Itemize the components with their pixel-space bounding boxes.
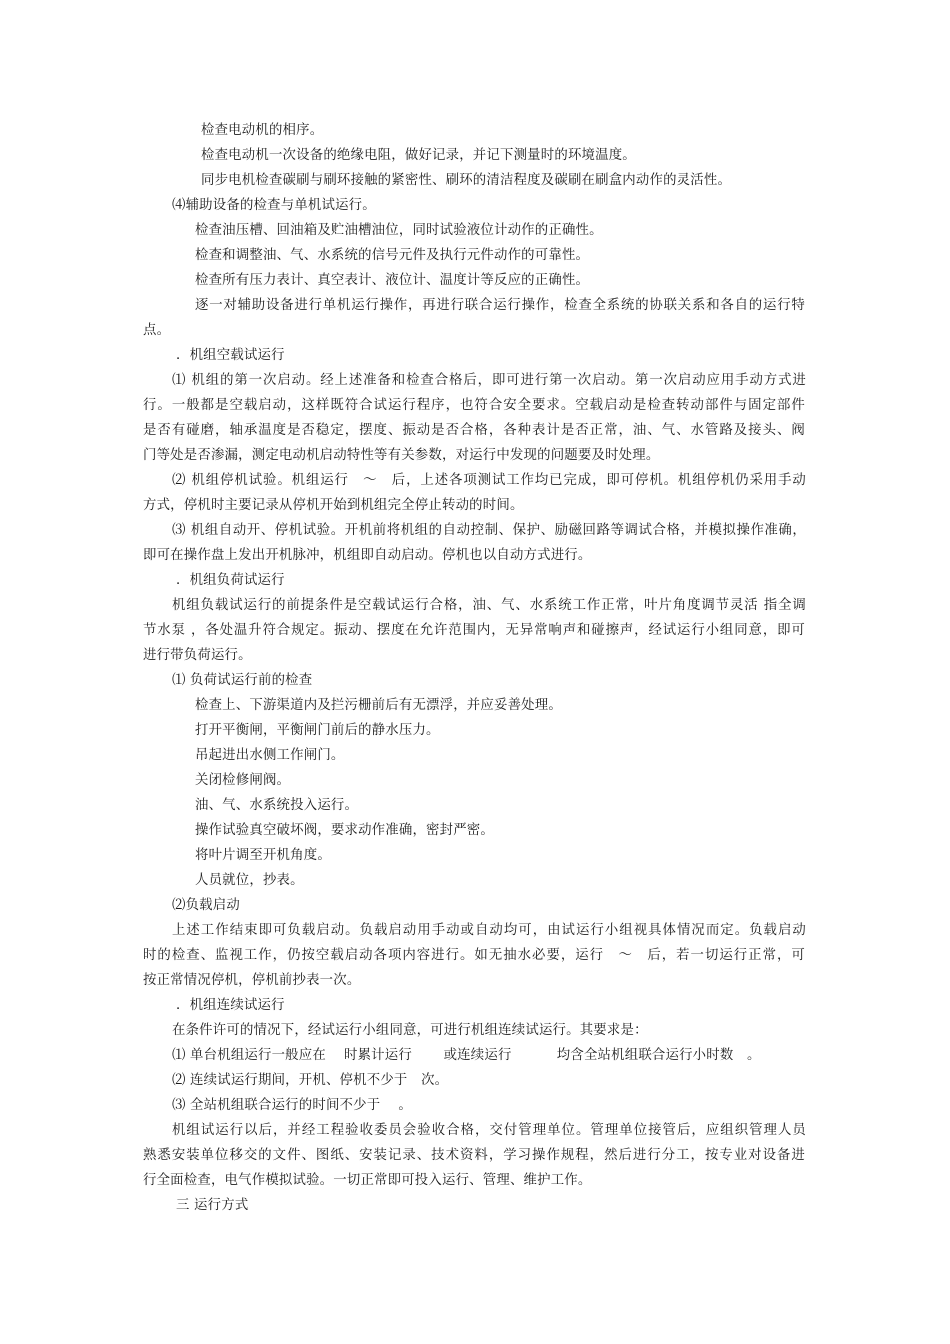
text-line: 人员就位，抄表。 — [195, 873, 304, 888]
text-line: ⑵ 连续试运行期间，开机、停机不少于 次。 — [172, 1073, 449, 1088]
text-line: 是否有碰磨，轴承温度是否稳定，摆度、振动是否合格，各种表计是否正常，油、气、水管路及接头、阀 — [143, 423, 805, 438]
text-line: 即可在操作盘上发出开机脉冲，机组即自动启动。停机也以自动方式进行。 — [143, 548, 592, 563]
text-line: 逐一对辅助设备进行单机运行操作，再进行联合运行操作，检查全系统的协联关系和各自的运行特 — [195, 298, 805, 313]
text-line: 操作试验真空破坏阀，要求动作准确，密封严密。 — [195, 823, 494, 838]
text-line: 油、气、水系统投入运行。 — [195, 798, 359, 813]
text-line: 在条件许可的情况下，经试运行小组同意，可进行机组连续试运行。其要求是： — [172, 1023, 648, 1038]
section-heading: ．机组空载试运行 — [176, 348, 285, 363]
text-line: 进行带负荷运行。 — [143, 648, 252, 663]
text-line: 检查电动机一次设备的绝缘电阻，做好记录，并记下测量时的环境温度。 — [201, 148, 636, 163]
text-line: 方式，停机时主要记录从停机开始到机组完全停止转动的时间。 — [143, 498, 524, 513]
text-line: 行。一般都是空载启动，这样既符合试运行程序，也符合安全要求。空载启动是检查转动部件与固定部件 — [143, 398, 805, 413]
text-line: ⑴ 单台机组运行一般应在 时累计运行 或连续运行 均含全站机组联合运行小时数 。 — [172, 1048, 761, 1063]
section-heading: ⑷辅助设备的检查与单机试运行。 — [172, 198, 376, 213]
text-line: 吊起进出水侧工作闸门。 — [195, 748, 345, 763]
text-line: ⑶ 机组自动开、停机试验。开机前将机组的自动控制、保护、励磁回路等调试合格，并模拟操作准确， — [172, 523, 806, 538]
section-heading: ．机组连续试运行 — [176, 998, 285, 1013]
text-line: 时的检查、监视工作，仍按空载启动各项内容进行。如无抽水必要，运行 ～ 后，若一切运行正常，可 — [143, 948, 805, 963]
text-line: 关闭检修闸阀。 — [195, 773, 291, 788]
text-line: 检查电动机的相序。 — [201, 123, 324, 138]
text-line: 机组负载试运行的前提条件是空载试运行合格，油、气、水系统工作正常，叶片角度调节灵活 指全调 — [172, 598, 806, 613]
text-line: 点。 — [143, 323, 171, 338]
text-line: 机组试运行以后，并经工程验收委员会验收合格，交付管理单位。管理单位接管后，应组织管理人员 — [172, 1123, 806, 1138]
section-heading: ⑵负载启动 — [172, 898, 240, 913]
text-line: 行全面检查，电气作模拟试验。一切正常即可投入运行、管理、维护工作。 — [143, 1173, 592, 1188]
text-line: ⑵ 机组停机试验。机组运行 ～ 后，上述各项测试工作均已完成，即可停机。机组停机仍采用手动 — [172, 473, 806, 488]
text-line: 打开平衡闸，平衡闸门前后的静水压力。 — [195, 723, 440, 738]
section-heading: ⑴ 负荷试运行前的检查 — [172, 673, 313, 688]
text-line: ⑶ 全站机组联合运行的时间不少于 。 — [172, 1098, 412, 1113]
text-line: 熟悉安装单位移交的文件、图纸、安装记录、技术资料，学习操作规程，然后进行分工，按专业对设备进 — [143, 1148, 805, 1163]
text-line: 检查上、下游渠道内及拦污栅前后有无漂浮，并应妥善处理。 — [195, 698, 562, 713]
text-line: 节水泵 ，各处温升符合规定。振动、摆度在允许范围内，无异常响声和碰擦声，经试运行小组同意，即可 — [143, 623, 805, 638]
text-line: ⑴ 机组的第一次启动。经上述准备和检查合格后，即可进行第一次启动。第一次启动应用手动方式进 — [172, 373, 806, 388]
text-line: 按正常情况停机，停机前抄表一次。 — [143, 973, 361, 988]
text-line: 检查所有压力表计、真空表计、液位计、温度计等反应的正确性。 — [195, 273, 590, 288]
text-line: 检查油压槽、回油箱及贮油槽油位，同时试验液位计动作的正确性。 — [195, 223, 603, 238]
text-line: 检查和调整油、气、水系统的信号元件及执行元件动作的可靠性。 — [195, 248, 590, 263]
text-line: 门等处是否渗漏，测定电动机启动特性等有关参数，对运行中发现的问题要及时处理。 — [143, 448, 660, 463]
text-line: 同步电机检查碳刷与刷环接触的紧密性、刷环的清洁程度及碳刷在刷盒内动作的灵活性。 — [201, 173, 732, 188]
text-line: 将叶片调至开机角度。 — [195, 848, 331, 863]
section-heading: ．机组负荷试运行 — [176, 573, 285, 588]
text-line: 上述工作结束即可负载启动。负载启动用手动或自动均可，由试运行小组视具体情况而定。负载启动 — [172, 923, 806, 938]
section-heading: 三 运行方式 — [176, 1198, 249, 1213]
